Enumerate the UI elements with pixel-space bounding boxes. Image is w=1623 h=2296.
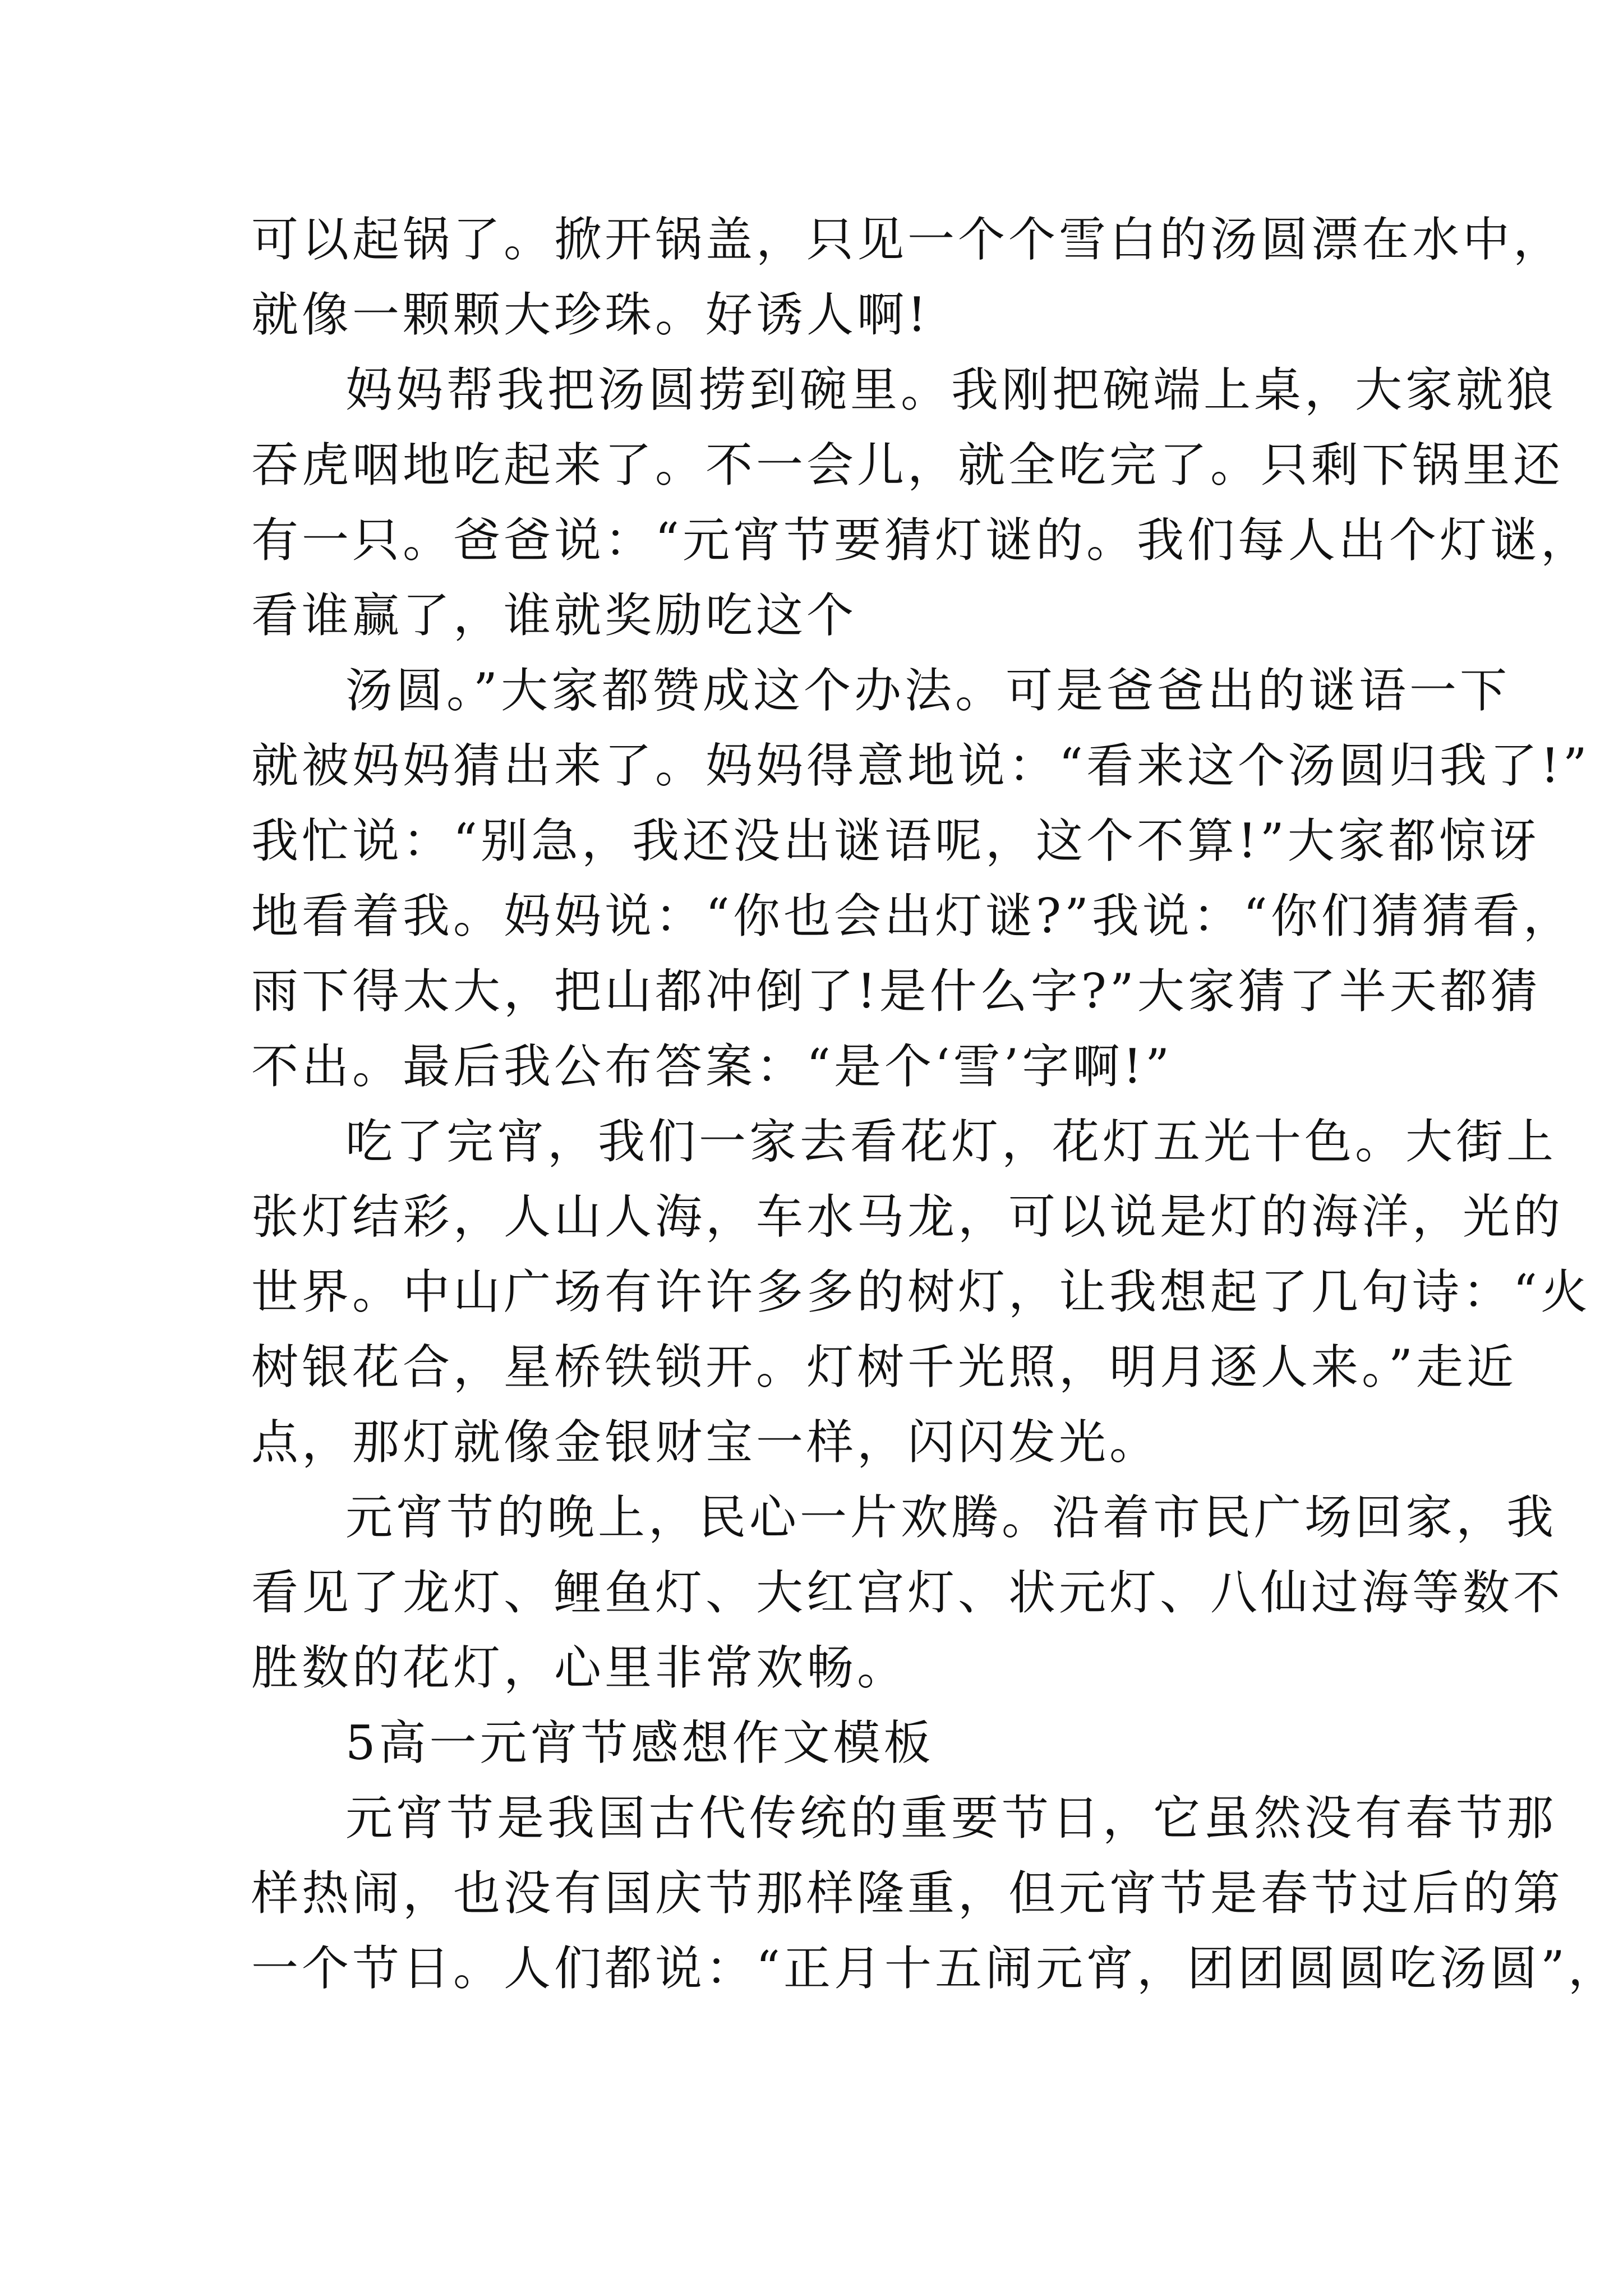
text-line: 就被妈妈猜出来了。妈妈得意地说：“看来这个汤圆归我了!”: [251, 738, 1590, 793]
text-line: 张灯结彩，人山人海，车水马龙，可以说是灯的海洋，光的: [251, 1189, 1564, 1244]
heading-line: 5高一元宵节感想作文模板: [345, 1715, 934, 1770]
text-line: 一个节日。人们都说：“正月十五闹元宵，团团圆圆吃汤圆”，: [251, 1941, 1619, 1996]
text-line: 汤圆。”大家都赞成这个办法。可是爸爸出的谜语一下: [345, 663, 1510, 718]
paragraph: [251, 352, 1591, 653]
paragraph: [251, 653, 1590, 1104]
text-line: 元宵节是我国古代传统的重要节日，它虽然没有春节那: [345, 1791, 1557, 1846]
paragraph: [251, 1780, 1619, 2006]
text-line: 吞虎咽地吃起来了。不一会儿，就全吃完了。只剩下锅里还: [251, 438, 1564, 493]
text-line: 雨下得太大，把山都冲倒了!是什么字?”大家猜了半天都猜: [251, 964, 1541, 1019]
text-line: 元宵节的晚上，民心一片欢腾。沿着市民广场回家，我: [345, 1490, 1557, 1545]
text-line: 就像一颗颗大珍珠。好诱人啊!: [251, 287, 930, 342]
text-line: 不出。最后我公布答案：“是个‘雪’字啊!”: [251, 1039, 1173, 1094]
text-line: 可以起锅了。掀开锅盖，只见一个个雪白的汤圆漂在水中，: [251, 212, 1564, 267]
body-text: [251, 202, 1619, 2006]
section-heading: [251, 1705, 1440, 1780]
paragraph: [251, 202, 1564, 352]
text-line: 胜数的花灯，心里非常欢畅。: [251, 1640, 908, 1695]
text-line: 点，那灯就像金银财宝一样，闪闪发光。: [251, 1415, 1160, 1470]
text-line: 样热闹，也没有国庆节那样隆重，但元宵节是春节过后的第: [251, 1866, 1564, 1921]
text-line: 吃了完宵，我们一家去看花灯，花灯五光十色。大街上: [345, 1114, 1557, 1169]
text-line: 有一只。爸爸说：“元宵节要猜灯谜的。我们每人出个灯谜，: [251, 513, 1591, 568]
paragraph: [251, 1104, 1591, 1480]
text-line: 看见了龙灯、鲤鱼灯、大红宫灯、状元灯、八仙过海等数不: [251, 1565, 1564, 1620]
text-line: 世界。中山广场有许许多多的树灯，让我想起了几句诗：“火: [251, 1264, 1591, 1319]
text-line: 地看着我。妈妈说：“你也会出灯谜?”我说：“你们猜猜看，: [251, 889, 1574, 944]
paragraph: [251, 1480, 1564, 1705]
text-line: 树银花合，星桥铁锁开。灯树千光照，明月逐人来。”走近: [251, 1340, 1517, 1395]
text-line: 妈妈帮我把汤圆捞到碗里。我刚把碗端上桌，大家就狼: [345, 362, 1557, 417]
text-line: 我忙说：“别急，我还没出谜语呢，这个不算!”大家都惊讶: [251, 813, 1540, 868]
text-line: 看谁赢了，谁就奖励吃这个: [251, 588, 857, 643]
